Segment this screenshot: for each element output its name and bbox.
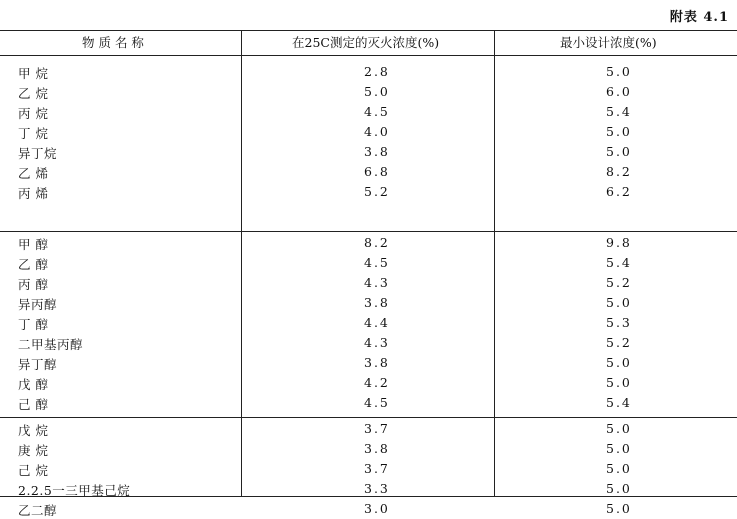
table-row bbox=[0, 182, 737, 202]
extinguishing-concentration-cell: 8.2 bbox=[364, 235, 390, 250]
substance-name-cell: 己 醇 bbox=[18, 397, 49, 412]
substance-name-cell: 丁 烷 bbox=[18, 126, 49, 141]
min-design-concentration-cell: 5.2 bbox=[606, 335, 632, 350]
substance-name-cell: 丁 醇 bbox=[18, 317, 49, 332]
table-row bbox=[0, 293, 737, 313]
min-design-concentration-cell: 5.0 bbox=[606, 461, 632, 476]
extinguishing-concentration-cell: 4.2 bbox=[364, 375, 390, 390]
table-row bbox=[0, 439, 737, 459]
min-design-concentration-cell: 6.0 bbox=[606, 84, 632, 99]
extinguishing-concentration-cell: 5.0 bbox=[364, 84, 390, 99]
extinguishing-concentration-cell: 5.2 bbox=[364, 184, 390, 199]
table-rule bbox=[0, 30, 737, 31]
table-row bbox=[0, 253, 737, 273]
substance-name-cell: 丙 醇 bbox=[18, 277, 49, 292]
extinguishing-concentration-cell: 4.3 bbox=[364, 275, 390, 290]
extinguishing-concentration-cell: 3.0 bbox=[364, 501, 390, 516]
table-row bbox=[0, 273, 737, 293]
table-rule bbox=[0, 231, 737, 232]
table-row bbox=[0, 122, 737, 142]
substance-name-cell: 甲 醇 bbox=[18, 237, 49, 252]
substance-name-cell: 戊 醇 bbox=[18, 377, 49, 392]
extinguishing-concentration-cell: 4.5 bbox=[364, 104, 390, 119]
table-row bbox=[0, 479, 737, 499]
substance-name-cell: 二甲基丙醇 bbox=[18, 337, 84, 352]
table-caption: 附表 4.1 bbox=[669, 10, 729, 25]
extinguishing-concentration-cell: 3.8 bbox=[364, 441, 390, 456]
substance-name-cell: 异丙醇 bbox=[18, 297, 58, 312]
extinguishing-concentration-cell: 3.8 bbox=[364, 295, 390, 310]
min-design-concentration-cell: 5.0 bbox=[606, 375, 632, 390]
table-rule bbox=[0, 417, 737, 418]
table-row bbox=[0, 62, 737, 82]
min-design-concentration-cell: 5.0 bbox=[606, 64, 632, 79]
substance-name-cell: 己 烷 bbox=[18, 463, 49, 478]
extinguishing-concentration-cell: 4.3 bbox=[364, 335, 390, 350]
table-row bbox=[0, 142, 737, 162]
table-rule bbox=[0, 55, 737, 56]
substance-name-cell: 丙 烷 bbox=[18, 106, 49, 121]
table-row bbox=[0, 313, 737, 333]
extinguishing-concentration-cell: 3.7 bbox=[364, 461, 390, 476]
min-design-concentration-cell: 5.0 bbox=[606, 295, 632, 310]
min-design-concentration-cell: 5.0 bbox=[606, 441, 632, 456]
substance-name-cell: 戊 烷 bbox=[18, 423, 49, 438]
extinguishing-concentration-cell: 4.5 bbox=[364, 395, 390, 410]
header-substance-name: 物 质 名 称 bbox=[82, 35, 144, 50]
substance-name-cell: 乙 醇 bbox=[18, 257, 49, 272]
table-row bbox=[0, 499, 737, 519]
extinguishing-concentration-cell: 4.0 bbox=[364, 124, 390, 139]
table-header bbox=[0, 30, 737, 52]
extinguishing-concentration-cell: 6.8 bbox=[364, 164, 390, 179]
table-row bbox=[0, 162, 737, 182]
substance-name-cell: 乙二醇 bbox=[18, 503, 58, 518]
min-design-concentration-cell: 5.3 bbox=[606, 315, 632, 330]
table-row bbox=[0, 459, 737, 479]
min-design-concentration-cell: 9.8 bbox=[606, 235, 632, 250]
header-min-design-concentration: 最小设计浓度(%) bbox=[560, 35, 657, 50]
table-row bbox=[0, 419, 737, 439]
table-row bbox=[0, 233, 737, 253]
min-design-concentration-cell: 5.0 bbox=[606, 481, 632, 496]
min-design-concentration-cell: 5.4 bbox=[606, 104, 632, 119]
min-design-concentration-cell: 5.2 bbox=[606, 275, 632, 290]
table-row bbox=[0, 102, 737, 122]
table-row bbox=[0, 393, 737, 413]
min-design-concentration-cell: 8.2 bbox=[606, 164, 632, 179]
min-design-concentration-cell: 5.0 bbox=[606, 421, 632, 436]
min-design-concentration-cell: 6.2 bbox=[606, 184, 632, 199]
min-design-concentration-cell: 5.0 bbox=[606, 355, 632, 370]
substance-name-cell: 2.2.5一三甲基己烷 bbox=[18, 483, 131, 498]
substance-name-cell: 异丁烷 bbox=[18, 146, 58, 161]
extinguishing-concentration-cell: 3.8 bbox=[364, 355, 390, 370]
min-design-concentration-cell: 5.0 bbox=[606, 501, 632, 516]
extinguishing-concentration-cell: 3.7 bbox=[364, 421, 390, 436]
table-row bbox=[0, 333, 737, 353]
extinguishing-concentration-cell: 2.8 bbox=[364, 64, 390, 79]
substance-name-cell: 庚 烷 bbox=[18, 443, 49, 458]
extinguishing-concentration-cell: 3.8 bbox=[364, 144, 390, 159]
substance-name-cell: 异丁醇 bbox=[18, 357, 58, 372]
substance-name-cell: 乙 烷 bbox=[18, 86, 49, 101]
min-design-concentration-cell: 5.0 bbox=[606, 124, 632, 139]
substance-name-cell: 乙 烯 bbox=[18, 166, 49, 181]
extinguishing-concentration-cell: 3.3 bbox=[364, 481, 390, 496]
min-design-concentration-cell: 5.0 bbox=[606, 144, 632, 159]
header-extinguishing-concentration: 在25C测定的灭火浓度(%) bbox=[292, 35, 440, 50]
extinguishing-concentration-cell: 4.4 bbox=[364, 315, 390, 330]
table-row bbox=[0, 353, 737, 373]
table-row bbox=[0, 373, 737, 393]
substance-name-cell: 甲 烷 bbox=[18, 66, 49, 81]
extinguishing-concentration-cell: 4.5 bbox=[364, 255, 390, 270]
min-design-concentration-cell: 5.4 bbox=[606, 255, 632, 270]
table-row bbox=[0, 82, 737, 102]
min-design-concentration-cell: 5.4 bbox=[606, 395, 632, 410]
substance-name-cell: 丙 烯 bbox=[18, 186, 49, 201]
